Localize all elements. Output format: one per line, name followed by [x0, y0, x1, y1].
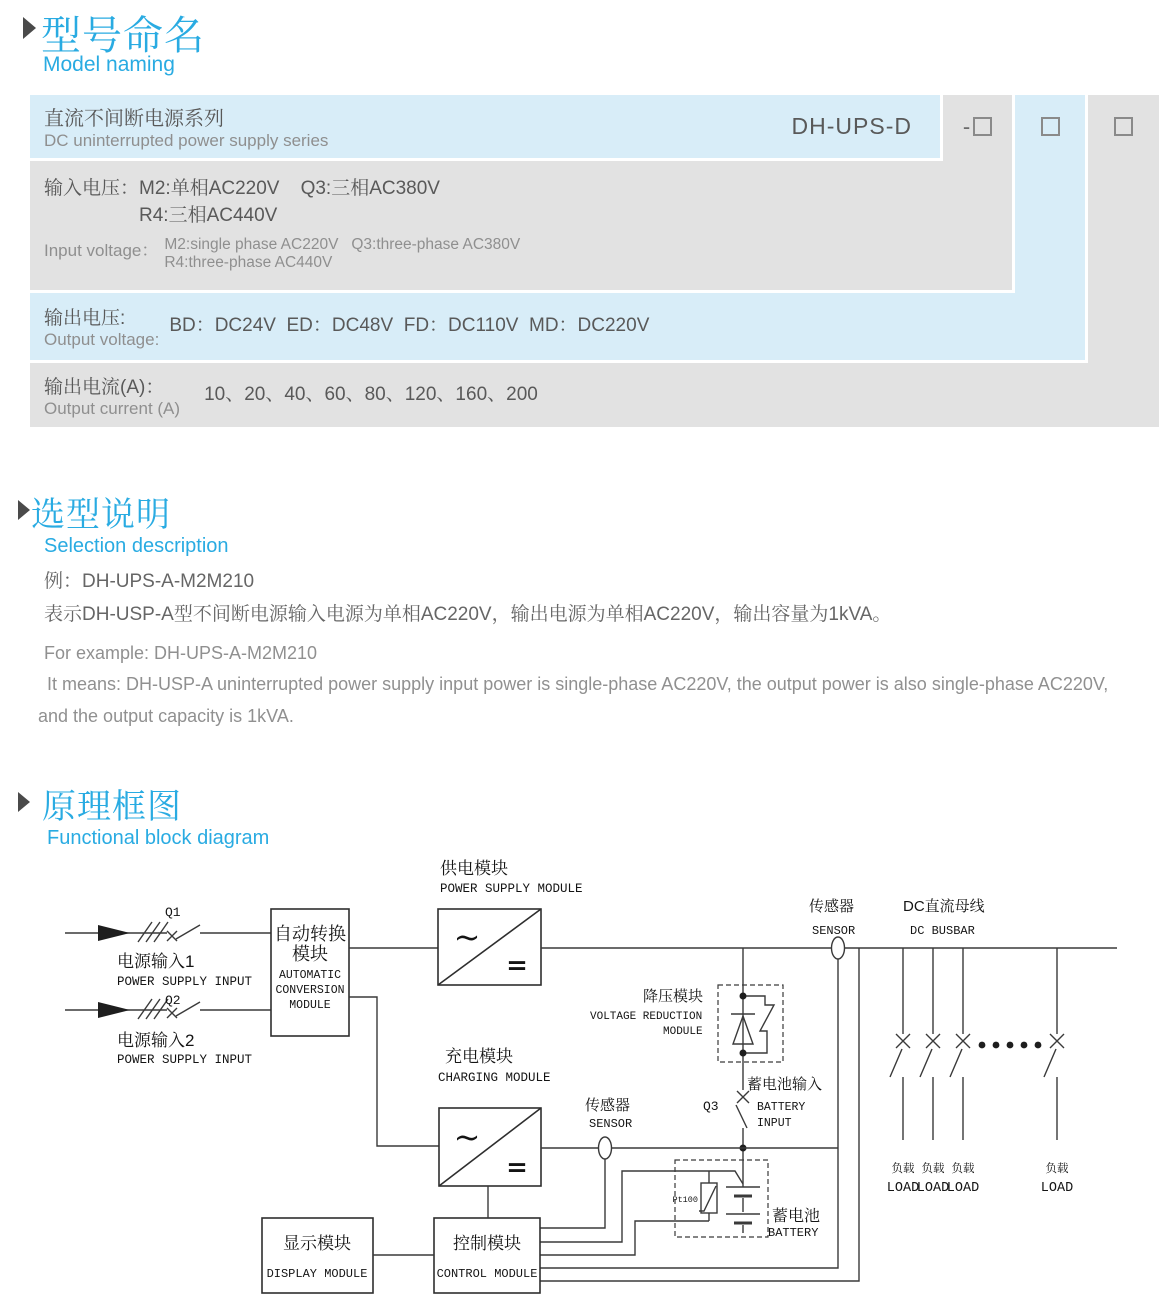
automatic-conversion-module-box — [271, 909, 349, 1036]
series-name-zh: 直流不间断电源系列 — [44, 108, 224, 130]
load-feeder-2 — [920, 948, 940, 1140]
input-voltage-zh — [44, 173, 1012, 227]
triangle-bullet-icon — [18, 792, 30, 812]
control-module-box — [434, 1218, 540, 1293]
bus-sensor-label-en: SENSOR — [812, 924, 856, 938]
input-voltage-label-en: Input voltage： — [44, 241, 159, 260]
output-current-label — [44, 372, 180, 419]
code-box-icon — [1041, 117, 1060, 136]
phase-slashes-icon — [138, 922, 168, 942]
breaker-x-icon — [167, 931, 177, 941]
dc-symbol: = — [506, 951, 528, 981]
vrm-label-zh: 降压模块 — [643, 988, 704, 1005]
selection-meaning-zh: 表示DH-USP-A型不间断电源输入电源为单相AC220V，输出电源为单相AC220V，输出容量为1kVA。 — [44, 604, 892, 625]
input-voltage-en — [44, 236, 1012, 272]
acm-label-zh1: 自动转换 — [274, 924, 346, 944]
code-box-icon — [1114, 117, 1133, 136]
load-feeder-1 — [890, 948, 910, 1140]
psm-label-en: POWER SUPPLY MODULE — [440, 882, 583, 896]
busbar-label-zh: DC直流母线 — [903, 898, 985, 915]
bus-sensor-icon — [832, 937, 845, 959]
dc-symbol: = — [506, 1153, 528, 1183]
section-subtitle-selection: Selection description — [44, 535, 229, 557]
ellipsis-dots-icon — [979, 1042, 1042, 1049]
battery-input-label-zh: 蓄电池输入 — [747, 1076, 823, 1093]
functional-block-diagram — [0, 848, 1167, 1308]
table-row-output-current — [30, 363, 1159, 427]
load-3-label-zh: 负载 — [951, 1163, 975, 1175]
load-1-label-zh: 负载 — [891, 1163, 915, 1175]
ac-symbol: ~ — [453, 918, 481, 956]
output-voltage-label-en: Output voltage: — [44, 330, 160, 349]
arrow-icon — [98, 925, 130, 941]
battery-label-en: BATTERY — [768, 1226, 819, 1240]
phase-slashes-icon — [138, 999, 168, 1019]
acm-label-en1: AUTOMATIC — [278, 969, 342, 982]
input-voltage-zh-line1: M2:单相AC220V Q3:三相AC380V — [139, 178, 440, 199]
section-subtitle-diagram: Functional block diagram — [47, 827, 270, 849]
charge-sensor-label-en: SENSOR — [589, 1117, 633, 1131]
output-voltage-value: BD：DC24V ED：DC48V FD：DC110V MD：DC220V — [169, 315, 650, 336]
display-module-box — [262, 1218, 373, 1293]
psm-label-zh: 供电模块 — [440, 859, 508, 878]
table-row-output-voltage — [30, 293, 1085, 360]
load-feeder-n — [1044, 948, 1064, 1140]
output-current-label-zh: 输出电流(A)： — [44, 376, 165, 398]
input-voltage-en-line2: R4:three-phase AC440V — [164, 254, 333, 271]
battery-label-zh: 蓄电池 — [772, 1208, 821, 1225]
power-input-1-line — [65, 922, 271, 942]
output-current-value: 10、20、40、60、80、120、160、200 — [204, 383, 538, 405]
input-voltage-label-zh: 输入电压： — [44, 178, 140, 199]
table-row-input-voltage — [30, 161, 1012, 290]
battery-input-label-en2: INPUT — [757, 1117, 792, 1130]
section-subtitle-model-naming: Model naming — [43, 53, 175, 76]
selection-meaning-en-2: and the output capacity is 1kVA. — [38, 706, 294, 726]
voltage-reduction-module — [718, 948, 783, 1090]
power-input-1-en: POWER SUPPLY INPUT — [117, 975, 253, 989]
load-feeder-3 — [950, 948, 970, 1140]
battery-input-breaker — [736, 1091, 749, 1187]
output-voltage-label — [44, 303, 159, 350]
triangle-bullet-icon — [23, 17, 36, 39]
charge-sensor-icon — [599, 1137, 612, 1159]
power-supply-module-box — [438, 909, 541, 985]
section-title-selection: 选型说明 — [31, 496, 171, 534]
breaker-x-icon — [167, 1008, 177, 1018]
battery-input-label-en1: BATTERY — [757, 1101, 806, 1114]
breaker-q2-label: Q2 — [165, 993, 181, 1008]
series-name — [44, 102, 328, 151]
selection-example-zh: 例：DH-UPS-A-M2M210 — [44, 571, 255, 592]
acm-to-chm-wire — [349, 997, 439, 1146]
control-label-zh: 控制模块 — [453, 1234, 521, 1253]
load-n-label-en: LOAD — [1040, 1181, 1074, 1196]
vrm-label-en1: VOLTAGE REDUCTION — [590, 1011, 703, 1023]
power-input-2-en: POWER SUPPLY INPUT — [117, 1053, 253, 1067]
selection-example-en: For example: DH-UPS-A-M2M210 — [44, 643, 318, 663]
series-name-en: DC uninterrupted power supply series — [44, 131, 329, 150]
chm-label-zh: 充电模块 — [445, 1047, 513, 1066]
charge-sensor-label-zh: 传感器 — [585, 1097, 631, 1114]
chm-label-en: CHARGING MODULE — [438, 1071, 551, 1085]
input-voltage-zh-line2: R4:三相AC440V — [139, 205, 278, 226]
breaker-q1-label: Q1 — [165, 905, 181, 920]
code-box-icon — [973, 117, 992, 136]
selection-meaning-en-1: It means: DH-USP-A uninterrupted power supply input power is single-phase AC220V, the output power is also single-phase AC220V, — [47, 674, 1109, 694]
display-label-en: DISPLAY MODULE — [266, 1267, 368, 1281]
load-2-label-zh: 负载 — [921, 1163, 945, 1175]
table-row-series — [30, 95, 940, 158]
acm-label-en2: CONVERSION — [275, 984, 345, 997]
output-current-label-en: Output current (A) — [44, 398, 181, 418]
control-label-en: CONTROL MODULE — [436, 1267, 538, 1281]
ac-symbol: ~ — [453, 1118, 481, 1156]
acm-label-zh2: 模块 — [292, 944, 328, 964]
power-input-1-zh: 电源输入1 — [117, 952, 195, 971]
load-n-label-zh: 负载 — [1045, 1163, 1069, 1175]
model-code: DH-UPS-D — [791, 113, 912, 139]
section-title-diagram: 原理框图 — [42, 788, 182, 826]
load-2-label-en: LOAD — [916, 1181, 950, 1196]
power-input-2-zh: 电源输入2 — [117, 1031, 195, 1050]
arrow-icon — [98, 1002, 130, 1018]
section-title-model-naming: 型号命名 — [41, 14, 205, 58]
code-dash: - — [962, 114, 971, 139]
load-1-label-en: LOAD — [886, 1181, 920, 1196]
breaker-q3-label: Q3 — [703, 1099, 719, 1114]
display-label-zh: 显示模块 — [283, 1234, 351, 1253]
output-voltage-label-zh: 输出电压: — [44, 308, 126, 329]
input-voltage-en-line1: M2:single phase AC220V Q3:three-phase AC380V — [164, 236, 521, 253]
load-3-label-en: LOAD — [946, 1181, 980, 1196]
charging-module-box — [439, 1108, 541, 1186]
triangle-bullet-icon — [18, 500, 30, 520]
busbar-label-en: DC BUSBAR — [910, 924, 975, 938]
acm-label-en3: MODULE — [289, 999, 331, 1012]
pt100-label: Pt100 — [672, 1195, 698, 1205]
bus-sensor-label-zh: 传感器 — [809, 898, 855, 915]
vrm-label-en2: MODULE — [663, 1026, 703, 1038]
